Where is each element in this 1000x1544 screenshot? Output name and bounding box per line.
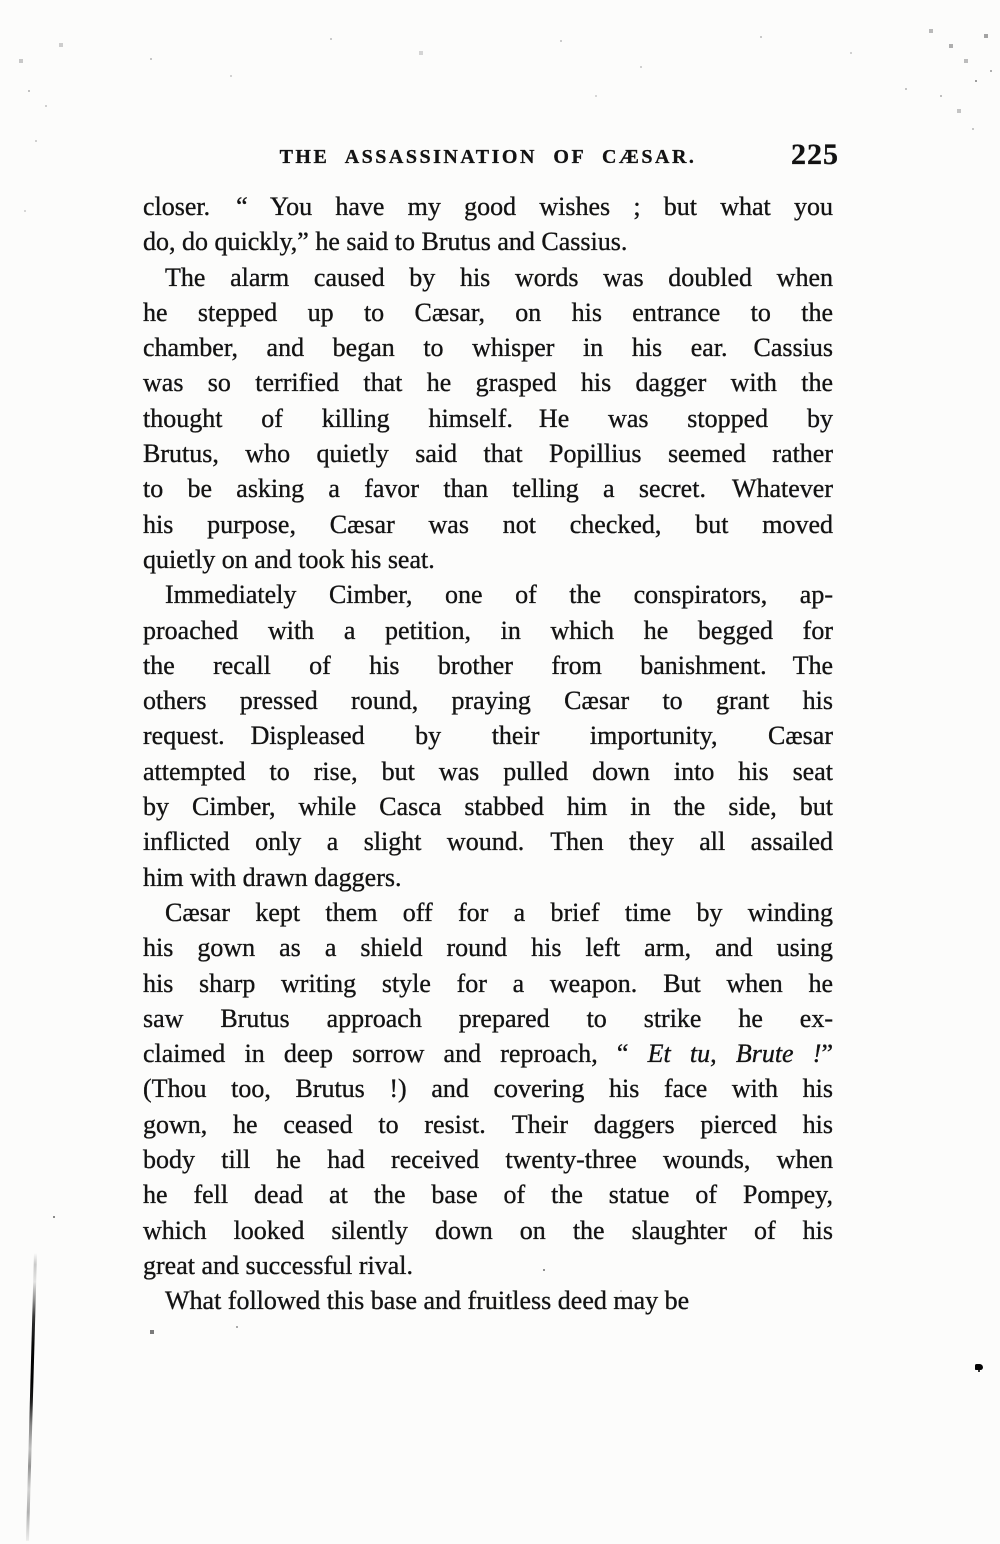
text-line: which looked silently down on the slaughter of his: [143, 1215, 833, 1245]
text-line: his sharp writing style for a weapon. But when he: [143, 968, 833, 998]
paragraph-3: [143, 577, 833, 895]
scan-noise-specks: [0, 0, 2, 2]
scan-gutter-line-artifact: [26, 1253, 37, 1541]
page-title: THE ASSASSINATION OF CÆSAR.: [279, 146, 697, 168]
text-line: closer. “ You have my good wishes ; but what you: [143, 192, 833, 221]
text-line: the recall of his brother from banishment. The: [143, 650, 833, 680]
text-line: quietly on and took his seat.: [143, 544, 435, 574]
text-line: proached with a petition, in which he begged for: [143, 615, 833, 645]
page-number: 225: [791, 138, 839, 171]
text-line: Cæsar kept them off for a brief time by winding: [165, 897, 833, 927]
text-line: (Thou too, Brutus !) and covering his face with his: [143, 1074, 833, 1104]
text-line: by Cimber, while Casca stabbed him in the side, but: [143, 792, 833, 822]
paragraph-4: [143, 895, 833, 1283]
text-line: claimed in deep sorrow and reproach, “ Et tu, Brute !”: [143, 1039, 833, 1069]
text-line: Brutus, who quietly said that Popillius seemed rather: [143, 439, 833, 469]
text-line: him with drawn daggers.: [143, 862, 402, 892]
text-line: thought of killing himself. He was stopped by: [143, 403, 833, 433]
text-line: others pressed round, praying Cæsar to grant his: [143, 686, 833, 716]
text-line: request. Displeased by their importunity, Cæsar: [143, 721, 833, 751]
body-text: [143, 189, 833, 1319]
text-line: The alarm caused by his words was doubled when: [165, 262, 833, 292]
text-line: What followed this base and fruitless deed may be: [165, 1286, 690, 1316]
text-line: Immediately Cimber, one of the conspirators, ap-: [165, 580, 833, 610]
ink-speck-artifact: [975, 1364, 983, 1370]
text-line: great and successful rival.: [143, 1250, 414, 1280]
text-line: he stepped up to Cæsar, on his entrance to the: [143, 297, 833, 327]
text-line: chamber, and began to whisper in his ear. Cassius: [143, 333, 833, 363]
text-line: inflicted only a slight wound. Then they all assailed: [143, 827, 833, 857]
text-line: saw Brutus approach prepared to strike he ex-: [143, 1003, 833, 1033]
running-header: [143, 138, 839, 175]
text-line: body till he had received twenty-three wounds, when: [143, 1145, 833, 1175]
text-line: he fell dead at the base of the statue of Pompey,: [143, 1180, 833, 1210]
text-line: to be asking a favor than telling a secret. Whatever: [143, 474, 833, 504]
text-line: do, do quickly,” he said to Brutus and Cassius.: [143, 227, 628, 257]
text-line: his purpose, Cæsar was not checked, but moved: [143, 509, 833, 539]
paragraph-5: [143, 1283, 833, 1318]
text-line: his gown as a shield round his left arm, and using: [143, 933, 833, 963]
text-line: attempted to rise, but was pulled down into his seat: [143, 756, 833, 786]
text-line: gown, he ceased to resist. Their daggers pierced his: [143, 1109, 833, 1139]
paragraph-1: [143, 189, 833, 260]
paragraph-2: [143, 260, 833, 578]
text-line: was so terrified that he grasped his dagger with the: [143, 368, 833, 398]
